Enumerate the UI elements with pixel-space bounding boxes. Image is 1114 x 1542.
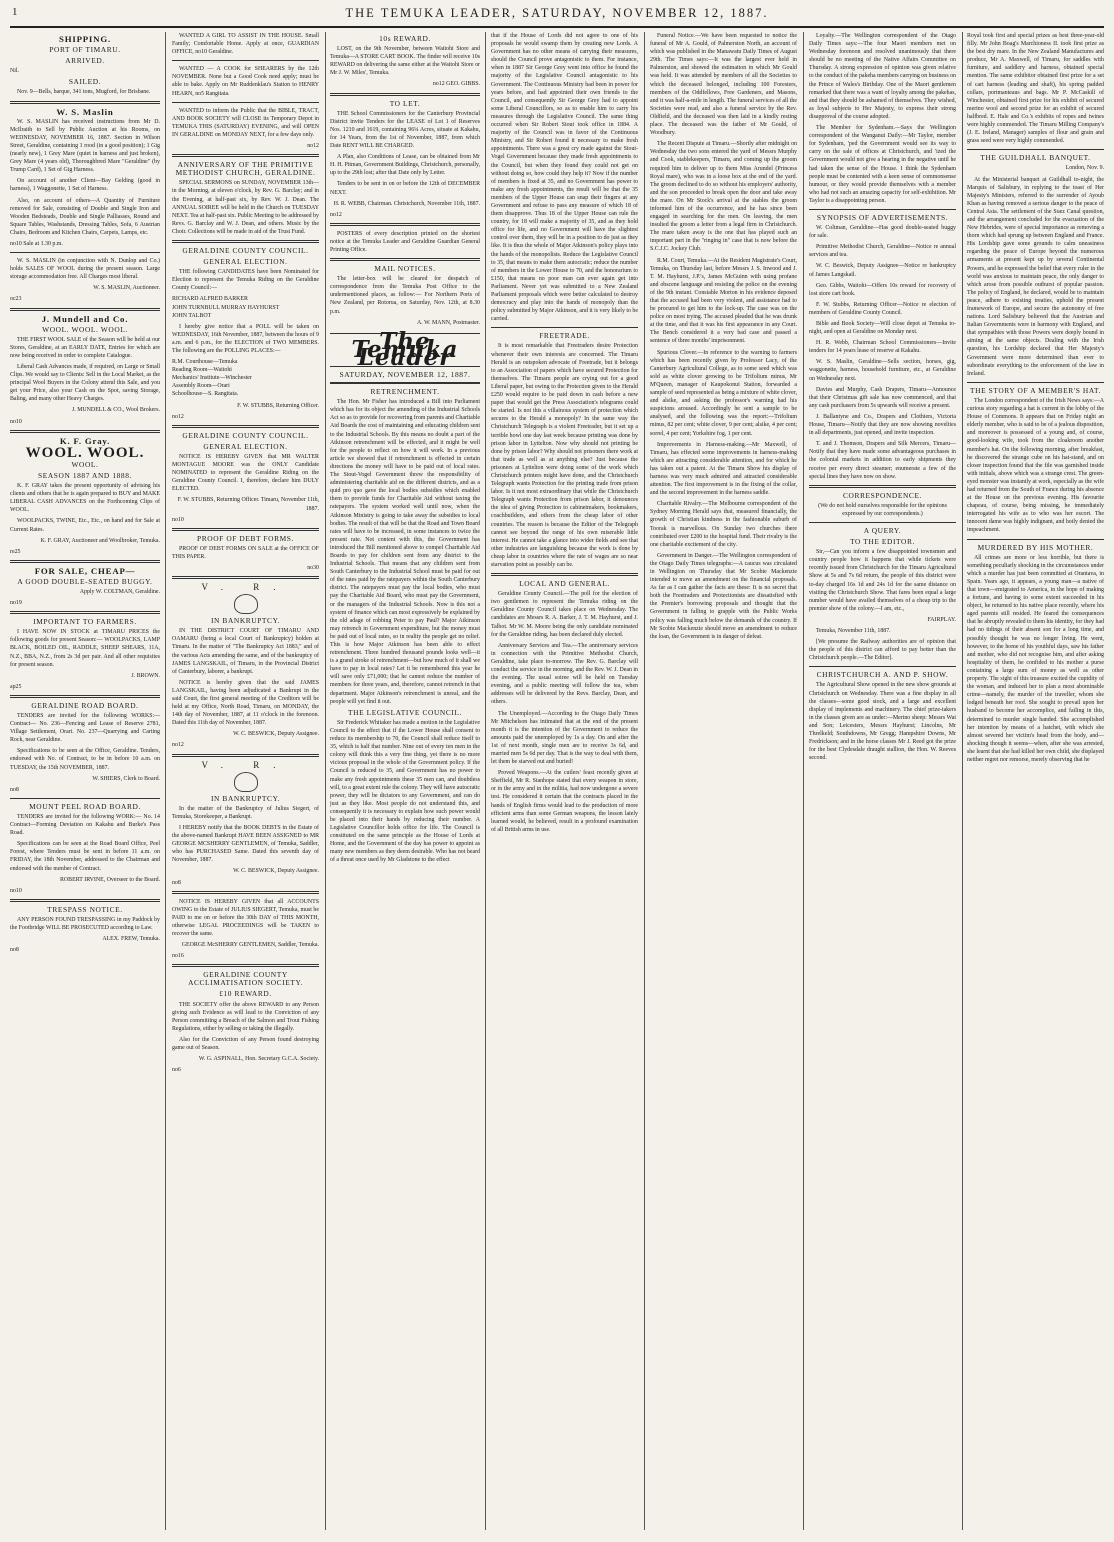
column-1 xyxy=(10,32,160,1530)
ad-heading: GERALDINE COUNTY COUNCIL. xyxy=(182,245,309,255)
section-heading: SHIPPING. xyxy=(59,34,111,44)
news-item: Loyalty.—The Wellington correspondent of the Otago Daily Times says:—The four Maori members met on Wednesday forenoon and resolved unanimously that there should be no meeting of the Native Affairs Committee on Thursday. A strong expression of opinion was given relative to the conduct of the pakeha members carrying on business on the Prince of Wales's Birthday. One of the Maori gentlemen remarked that there was a want of loyalty among the pakehas, and that they should be ashamed of themselves. They wished, as loyal subjects to Her Majesty, to express their strong disapproval of the course adopted. xyxy=(809,33,956,120)
divider xyxy=(10,252,160,253)
article-text: The Hon. Mr Fisher has introduced a Bill into Parliament which has for its object the amending of the Industrial Schools Act so as to provide for recovering from parents and Charitable Aid Boards the cost of maintaining and educating children sent to the Industrial Schools. By this means no doubt a part of the Atkinson retrenchment will be effected, and it might be well for the people to reflect on how it will work. In a previous article we showed that if retrenchment is effected in certain directions the money will have to be paid out of local rates. The Stout-Vogel Government threw the responsibility of administering charitable aid on the different districts, and as a quid pro quo gave the local bodies subsidies which enabled them to provide funds for Charitable Aid without taxing the ratepayers. The system worked well until now, when the Atkinson Ministry is going to take away the subsidies to local bodies. The result of that will be that the Road and Town Board rates will have to be increased, in some instances to twice the present rate. Not content with this, the Government has introduced the Bill mentioned above to compel Charitable Aid Boards to pay for children sent from any district to the Industrial Schools. That means that any children sent from South Canterbury to the Industrial School must be paid for out of the rates paid by the ratepayers within the South Canterbury district. The ratepayers must pay the local bodies, who must pay the Charitable Aid Board, who must pay the Government, or the managers of the Industrial Schools. Now is this not a system of finance which can most expressively be explained by the old adage of robbing Peter to pay Paul? Major Atkinson may retrench in Government expenditure, but the money must be paid out of local rates, so in reality the people get no relief. This is how Major Atkinson has been able to effect retrenchment. Three hundred thousand pounds looks well—it is a grand stroke of retrenchment—but how much of it shall we have to pay in local rates? Let it be remembered this year he will save only £71,000; that he cannot reduce the number of members for three years, and, therefore, cannot retrench in that department. Major Atkinson's retrenchment is unreal, and the people will yet find it out. xyxy=(330,399,480,705)
ad-text: ANY PERSON FOUND TRESPASSING in my Paddock by the Footbridge WILL BE PROSECUTED according to Law. xyxy=(10,916,160,931)
divider xyxy=(10,430,160,433)
article-text: that if the House of Lords did not agree to one of his proposals he would swamp them by creating new Lords. A Government has no other means of carrying their measures, should the Council prove antagonistic to them. For instance, when in 1887 Sir George Grey went into office he found the majority of the Legislative Council antagonistic to his Government. The Continuous Ministry had been in power for years before, and had appointed their own friends to the Council, and consequently Sir George Grey had to appoint some Liberal Councillors, so as to enable him to carry his measures through the Legislative Council. The same thing occurred when Sir Robert Stout took office in 1884. A majority of the Council was in favor of the Continuous Ministry, and Sir Robert found it necessary to make fresh appointments. There was a great cry made against the Stout-Vogel Government because they made fresh appointments to the Council, but when they found they could not get on without doing so, how could they help it? Now if the number of members is fixed at 35, and no Government has power to make any fresh appointments, the result will be that the 35 members of the Upper House can snap their fingers at any Government and refuse to pass any measure of which 18 of them disapprove. Thus 18 of the Upper House can rule the country, for 18 will make a majority of 35, and as they hold office for life, and no Government will have the slightest control over them, they will be in a position to do just as they like. It is thus the whole of Major Atkinson's policy plays into the hands of the monopolists. Reduce the Legislative Council to 35, that means to make them autocratic; reduce the number of members in the Lower House to 70, and the honorarium to £150, that means no poor man can ever again get into Parliament. Never yet was submitted to a New Zealand Parliament proposals which were better calculated to destroy democracy and play into the hands of monopoly than the policy submitted by Major Atkinson, and it is very likely to be carried. xyxy=(491,33,638,323)
ad-code: ap25 xyxy=(10,683,22,690)
ad-code: no10 xyxy=(10,887,22,894)
synopsis-item: Davies and Murphy, Cash Drapers, Timaru—Announce that their Christmas gift sale has now commenced, and that any cash purchasers from 5s upwards will receive a present. xyxy=(809,386,956,409)
news-item: Government in Danger.—The Wellington correspondent of the Otago Daily Times telegraphs:—A caucus was circulated in Wellington on Thursday that Mr Scobie Mackenzie intended to move an amendment on the financial proposals. As far as I can gather the facts are these: It is no secret that both the Freetraders and Protectionists are dissatisfied with the Premier's borrowing proposals and thought that the Government in falling to grapple with the Public Works policy was falling much below the demands of the country. If Mr Scobie Mackenzie should move an amendment to reduce the loan, the Government is in danger of defeat. xyxy=(650,552,797,640)
ad-signature: A. W. MANN, Postmaster. xyxy=(416,319,480,326)
divider xyxy=(172,102,319,103)
divider xyxy=(10,695,160,698)
ad-heading: TRESPASS NOTICE. xyxy=(47,904,123,914)
ad-text: On account of another Client—Bay Gelding (good in harness), 1 Waggonette, 1 Set of Harness. xyxy=(10,178,160,193)
ad-code: re25 xyxy=(10,548,21,555)
ad-subheading: GENERAL ELECTION. xyxy=(203,257,288,267)
column-3 xyxy=(330,32,480,1530)
ad-code: no10 xyxy=(172,516,184,523)
ad-text: NOTICE is hereby given that the said JAMES LANGSKAIL, having been adjudicated a Bankrupt in the said Court, the first general meeting of the Creditors will be held at my Office, North Road, Timaru, on MONDAY, the 14th day of November, 1887, at 11 o'clock in the forenoon. Dated this 11th day of November, 1887. xyxy=(172,679,319,727)
polling-places: R.M. Courthouse—Temuka Reading Room—Waitohi Mechanics' Institute—Winchester Assembly Room—Orari Schoolhouse—S. Rangitata. xyxy=(172,359,252,398)
ad-signature: GEORGE McSHERRY GENTLEMEN, Saddler, Temuka. xyxy=(181,942,319,949)
ad-text: THE FIRST WOOL SALE of the Season will be held at our Stores, Geraldine, at an EARLY DATE, Entries for which are now being received in order to complete Catalogue. xyxy=(10,336,160,359)
ad-heading: ANNIVERSARY OF THE PRIMITIVE METHODIST CHURCH, GERALDINE. xyxy=(175,160,316,178)
ad-code: no6 xyxy=(172,1067,181,1074)
ad-heading: FOR SALE, CHEAP— xyxy=(34,565,136,576)
ad-text: Tenders to be sent in on or before the 12th of DECEMBER NEXT. xyxy=(330,181,480,196)
ad-code: no8 xyxy=(10,786,19,793)
divider xyxy=(10,899,160,902)
divider xyxy=(10,308,160,311)
paragraph: The letter-box will be cleared for despatch of correspondence from the Temuka Post Office to the undermentioned places, as follow:— For Northern Ports of New Zealand, per Rotorua, on Saturday, Nov. 12th, at 8.30 p.m. xyxy=(330,276,480,315)
ad-text: SPECIAL SERMONS on SUNDAY, NOVEMBER 13th—in the Morning, at eleven o'clock, by Rev. G. Barclay; and in the Evening, at half-past six, by Rev. W. J. Dean. The ANNUAL SOIREE will be held in the Church on TUESDAY NEXT. Tea at half-past six. Public Meeting to be addressed by Revs. G. Barclay and W. J. Dean, and others. Music by the Choir. Collections will be made in aid of the Trust Fund. xyxy=(172,180,319,235)
ad-text: K. F. GRAY takes the present opportunity of advising his clients and others that he is again prepared to BUY and MAKE LIBERAL CASH ADVANCES on the Forthcoming Clips of WOOL. xyxy=(10,483,160,514)
ad-text: A Plan, also Conditions of Lease, can be obtained from Mr H. H. Pitman, Government Buildings, Christchurch, personally, up to the 29th lost; after that Date only by Letter. xyxy=(330,154,480,177)
divider xyxy=(809,209,956,210)
paragraph: Nil. xyxy=(10,68,19,75)
news-item: Anniversary Services and Tea.—The anniversary services in connection with the Primitive Methodist Church, Geraldine, take place to-morrow. The Rev. G. Barclay will conduct the service in the morning, and the Rev. W. J. Dean in the evening. The usual soiree will be held on Tuesday evening, and a public meeting will follow the tea, when addresses will be delivered by the Revs. Barclay, Dean, and others. xyxy=(491,642,638,706)
divider xyxy=(967,382,1104,383)
ad-text: Also, on account of others—A Quantity of Furniture removed for Sale, consisting of Double and Single Iron and Wooden Bedsteads, Double and Single Palliasses, Round and Square Tables, Washstands, Dressing Tables, Sofa, 6 Austrian Chairs, Bedroom and Kitchen Chairs, Carpets, Lamps, etc. xyxy=(10,197,160,236)
ad-subheading: SEASON 1887 AND 1888. xyxy=(38,470,132,480)
synopsis-item: Primitive Methodist Church, Geraldine—Notice re annual services and tea. xyxy=(809,244,956,259)
disclaimer: (We do not hold ourselves responsible for the opinions expressed by our correspondents.) xyxy=(818,502,947,517)
ad-text: W. S. MASLIN (in conjunction with N. Dunlop and Co.) holds SALES OF WOOL during the present season. Large storage accommodation free. All Charges most liberal. xyxy=(10,258,160,281)
synopsis-item: W. S. Maslin, Geraldine—Sells section, horses, gig, waggonette, harness, household furniture, etc., at Geraldine on Wednesday next. xyxy=(809,359,956,382)
ad-text: In the matter of the Bankruptcy of Julius Siegert, of Temuka, Storekeeper, a Bankrupt. xyxy=(172,805,319,820)
ad-code: no16 xyxy=(172,953,184,960)
ad-text: IN THE DISTRICT COURT OF TIMARU AND OAMARU (being a local Court of Bankruptcy) holden at Timaru. In the matter of "The Bankruptcy Act 1883," and of the various Acts amending the same, and of the bankruptcy of JAMES LANGSKAIL, of Timaru, in the Provincial District of Canterbury, laborer, a bankrupt. xyxy=(172,628,319,675)
royal-cipher: V. R. xyxy=(201,759,290,770)
ad-text: LOST, on the 9th November, between Waitohi Store and Temuka—A STORE CART BOOK. The finder will receive 10s REWARD on delivering the same either at the Waitohi Store or Mr J. W. Miles', Temuka. xyxy=(330,46,480,77)
divider xyxy=(809,485,956,488)
running-head: THE TEMUKA LEADER, SATURDAY, NOVEMBER 12, 1887. xyxy=(345,6,769,20)
ad-text: WANTED — A COOK for SHEARERS by the 12th NOVEMBER. None but a Good Cook need apply; must be able to bake. Apply on Mr Ruddenklau's Station to HENRY HEARN, no5 Rangitata. xyxy=(172,66,319,97)
ad-heading: PROOF OF DEBT FORMS. xyxy=(197,533,294,543)
ad-code: no12 xyxy=(172,742,184,749)
ad-subheading: A GOOD DOUBLE-SEATED BUGGY. xyxy=(17,576,153,586)
ad-code: no30 xyxy=(307,564,319,571)
article-text: The London correspondent of the Irish News says:—A curious story regarding a hat is current in the lobby of the House of Commons. It appears that on Friday night an elderly member, who is said to be of a jealous disposition, and moreover is possessed of a young and, of course, good-looking wife, took from the cloakroom another member's hat. On the following morning, after breakfast, he discovered the strange cube on his hat-stand, and on closer inspection found that the file was garnished inside with initials, above which was a strange crest. The green-eyed monster was instantly at work, especially as the wife had returned from the South of France during his absence at the House on the previous evening. His favourite chapeau, of course, being missing, he immediately interrogated his wife as to who was her escort. The innocent dame was highly indignant, and hotly denied the impeachment. xyxy=(967,397,1104,534)
section-heading: LOCAL AND GENERAL. xyxy=(519,579,610,589)
column-rule xyxy=(644,32,645,1530)
ad-code: no19 xyxy=(10,600,22,607)
article-text: The Agricultural Show opened in the new show grounds at Christchurch on Wednesday. There was a fine display in all the classes—some good stock, and a large and excellent display of implements and machinery. The chief prize-takers in the classes given are as under:—Merino sheep: Messrs Wat and Son; Leicesters, Messrs Hayhurst; Lincolns, Mr Threlkeld; Southdowns, Mr Gregg; Hampshire Downs, Mr Fredrickson; and in the horse classes Mr J. Reed got the prize for the best Clydesdale draught stallion, the Hon. W. Reeves second. xyxy=(809,682,956,762)
divider xyxy=(172,154,319,157)
divider xyxy=(172,425,319,428)
ad-text: NOTICE IS HEREBY GIVEN that MR WALTER MONTAGUE MOORE was the ONLY Candidate NOMINATED to represent the Geraldine Riding on the Geraldine County Council. I, therefore, declare him DULY ELECTED. xyxy=(172,453,319,493)
ad-signature: K. F. GRAY, Auctioneer and Woolbroker, Temuka. xyxy=(40,537,160,544)
synopsis-item: Geo. Gibbs, Waitohi—Offers 10s reward for recovery of lost store cart book. xyxy=(809,282,956,297)
divider xyxy=(330,258,480,261)
news-item: R.M. Court, Temuka.—At the Resident Magistrate's Court, Temuka, on Thursday last, before Messrs J. S. Inwood and J. T. M. Hayhurst, J.P.'s, James McGuinn with using profane and obscene language and resisting the police on the evening of the 9th instant. Constable Morton in his evidence deposed that the accused had been very violent, and assistance had to be procured to get him to the lock-up. The case was on the police on most trying. The accused pleaded that he was drunk at the time, and that it was his first appearance in any Court. The Bench considered it a very bad case and passed a sentence of three months' imprisonment. xyxy=(650,257,797,345)
ad-subheading: £10 REWARD. xyxy=(219,989,272,999)
section-heading: MAIL NOTICES. xyxy=(374,264,436,274)
ad-heading: W. S. Maslin xyxy=(56,106,114,117)
ad-code: no12 xyxy=(330,211,342,218)
column-7 xyxy=(967,32,1104,1530)
divider xyxy=(330,223,480,226)
subheading: SAILED. xyxy=(68,77,102,87)
ad-text: I hereby give notice that a POLL will be taken on WEDNESDAY, 16th November, 1887, between the hours of 9 a.m. and 6 p.m., for the ELECTION of TWO MEMBERS. The following are the POLLING PLACES:— xyxy=(172,323,319,354)
article-text: Royal took first and special prizes as best three-year-old filly. Mr John Boag's Marchioness II. took first prize as the best dry mare. In the New Zealand Manufactures and produce, Mr A. Maxwell, of Timaru, for saddles with furniture, and saddlery and harness, obtained special mention. The same exhibitor obtained first prize for a set of cart harness (leading and shaft), his spring padded collars, portmanteaus and bags. Mr P. McCaskill of Winchester, obtained first prize for his exhibit of secured merino wool and second prize for an exhibit of secured halfbred. E. Hale and Co.'s exhibits of ropes and twines were highly commended. The Timaru Milling Company's (J. E. Ireland, Manager) samples of flour and grain and grass seed were very highly commended. xyxy=(967,33,1104,145)
ad-text: WANTED A GIRL TO ASSIST IN THE HOUSE. Small Family; Comfortable Home. Apply at once, GUARDIAN OFFICE, no10 Geraldine. xyxy=(172,33,319,56)
ad-text: THE SOCIETY offer the above REWARD to any Person giving such Evidence as will lead to the Conviction of any Person committing a Breach of the Salmon and Trout Fishing Regulations, either by selling or taking the illegally. xyxy=(172,1001,319,1032)
ad-signature: W. G. ASPINALL, Hon. Secretary G.C.A. Society. xyxy=(198,1056,319,1063)
ad-signature: W. S. MASLIN, Auctioneer. xyxy=(93,285,160,292)
ad-heading: TO LET. xyxy=(389,98,421,108)
royal-cipher: V. R. xyxy=(201,582,290,593)
ad-text: I HEREBY notify that the BOOK DEBTS in the Estate of the above-named Bankrupt HAVE BEEN ASSIGNED to MR GEORGE MCSHERRY GENTLEMEN, of Temuka, Saddler, who has PURCHASED Same. Dated this seventh day of November, 1887. xyxy=(172,824,319,864)
divider xyxy=(172,528,319,531)
synopsis-item: W. Coltman, Geraldine—Has good double-seated buggy for sale. xyxy=(809,225,956,240)
candidate-list: RICHARD ALFRED BARKER JOHN TURNBULL MURRAY HAYHURST JOHN TALBOT xyxy=(172,296,280,319)
ad-text: PROOF OF DEBT FORMS ON SALE at the OFFICE OF THIS PAPER. xyxy=(172,545,319,560)
letter-salutation: TO THE EDITOR. xyxy=(850,537,915,547)
ad-display-heading: WOOL. WOOL. xyxy=(25,444,145,461)
ad-signature: W. C. BESWICK, Deputy Assignee. xyxy=(233,731,319,738)
divider xyxy=(10,101,160,104)
column-2 xyxy=(172,32,319,1530)
news-item: Charitable Rivalry.—The Melbourne correspondent of the Sydney Morning Herald says that, measured financially, the growth of Christian kindness in the fashionable suburb of Toorak is marvellous. On Sunday two churches there contributed over £200 to the hospital fund. Their rivalry is the one charitable excitement of the city. xyxy=(650,501,797,548)
page-number: 1 xyxy=(12,6,18,18)
article-text: All crimes are more or less horrible, but there is something peculiarly shocking in the circumstances under which a murder has just been committed at Orantava, in Spain. Years ago, it appears, a young man—a native of that town—emigrated to America, in the hope of making a fortune, and having to some extent succeeded in his object, he returned to his native place recently, where his aged parents still resided. He feared the consequences that he abruptly revealed to them his identity, for they had had no tidings of their absent son for a long time, and possibly thought he was no longer living. He went, however, to the home of his youthful days, saw his father and mother, who did not recognise him, and after asking hospitality of them, he confided to his mother a purse containing a large sum of money as well as other property. The sight of this treasure excited the cupidity of the woman, and induced her to plan a most abominable crime—namely, the murder of the traveller, whom she lodged beneath her roof. She sought to prevail upon her husband to become her accomplice, and failing in this, determined to murder single handed. She accomplished her intention by means of a hatchet, with which she almost severed her victim's head from the body, and—shocking though it seems—when, after she was arrested, she learnt that she had killed her own child, she displayed neither regret nor remorse, merely observing that he xyxy=(967,554,1104,763)
ad-text: Liberal Cash Advances made, if required, on Large or Small Clips. We would say to Clients: Sell in the Local Market, as the principal Wool Buyers in the Colony attend this Sale, and you get your Price, also your Cash on the Spot, saving Storage, Baling, and many other Heavy Charges. xyxy=(10,364,160,403)
subheading: PORT OF TIMARU. xyxy=(49,45,121,55)
synopsis-item: W. C. Beswick, Deputy Assignee—Notice re bankruptcy of James Langskail. xyxy=(809,263,956,278)
divider xyxy=(491,327,638,328)
ad-text: WANTED to inform the Public that the BIBLE, TRACT, AND BOOK SOCIETY will CLOSE its Temporary Depot in TEMUKA THIS (SATURDAY) EVENING, and will OPEN IN GERALDINE on MONDAY NEXT, for a few days only. xyxy=(172,107,319,138)
ad-text: W. S. MASLIN has received instructions from Mr D. McIlraith to Sell by Public Auction at his Rooms, on WEDNESDAY, NOVEMBER 16, 1887. Section in Wilson Street, Geraldine, containing 1 rood (in a good position); 1 Gig (nearly new), 1 Grey Mare (quiet in harness and just broken), Grey Mare (4 years old), Thoroughbred Mare "Geraldine" (by Trump Card), 1 Set of Gig Harness. xyxy=(10,118,160,174)
news-item: Improvements in Harness-making.—Mr Maxwell, of Timaru, has effected some improvements in harness-making which are attracting considerable attention, and for which he has taken out a patent. At the Timaru Show his display of harness was very much admired and attracted considerable attention. The first improvement is in the fixing of the collar, and the second improvement in the harness saddle. xyxy=(650,441,797,497)
column-5 xyxy=(650,32,797,1530)
ad-signature: F. W. STUBBS, Returning Officer. Timaru, November 11th, 1887. xyxy=(177,497,319,512)
column-rule xyxy=(485,32,486,1530)
ad-signature: ROBERT IRVINE, Overseer to the Board. xyxy=(59,876,160,883)
divider xyxy=(172,964,319,967)
ad-subheading: GENERAL ELECTION. xyxy=(203,441,288,451)
ad-text: I HAVE NOW IN STOCK at TIMARU PRICES the following goods for present Season:— WOOLPACKS, LAMP BLACK, BOILED OIL, RADDLE, SHEEP SHEARS, 11A, N.Z., BBA, N.Z., from 2s 3d per pair. And all other requisites for present season. xyxy=(10,629,160,668)
synopsis-item: T. and J. Thomson, Drapers and Silk Mercers, Timaru—Notify that they have made some advantageous purchases in the colonial markets in addition to early shipments they receive per every direct steamer; enumerate a few of the special lines they have now on show. xyxy=(809,441,956,480)
column-rule xyxy=(165,32,166,1530)
ad-code: no8 xyxy=(172,879,181,886)
ad-text: Also for the Conviction of any Person found destroying game out of Season. xyxy=(172,1036,319,1051)
section-heading: CORRESPONDENCE. xyxy=(842,490,923,500)
ad-signature: W. C. BESWICK, Deputy Assignee. xyxy=(233,868,319,875)
synopsis-item: Bible and Book Society—Will close depot at Temuka to-night, and open at Geraldine on Monday next. xyxy=(809,321,956,336)
ad-signature: no12 GEO. GIBBS. xyxy=(432,81,480,88)
news-item: Funeral Notice.—We have been requested to notice the funeral of Mr A. Gould, of Palmerston North, an account of which was published in the Manawatu Daily Times of August 29th. The Times says:—It was the largest ever held in Palmerston, and showed the estimation in which Mr Gould was held. It was attended by members of all the Societies to which the deceased belonged, including 100 Foresters, members of the Oddfellows, Free Gardeners, and Masons, and it was half-a-mile in length. The funeral services of all the Societies were read, and also a funeral service by the Rev. Oldfield, and the deceased was then laid in a kindly resting place. The deceased was the father of Mr Gould, of Woodbury. xyxy=(650,33,797,137)
ad-text: POSTERS of every description printed on the shortest notice at the Temuka Leader and Geraldine Guardian General Printing Office. xyxy=(330,230,480,253)
article-heading: THE LEGISLATIVE COUNCIL. xyxy=(348,707,462,717)
column-rule xyxy=(803,32,804,1530)
ad-signature: H. R. WEBB, Chairman. Christchurch, November 11th, 1887. xyxy=(333,200,480,207)
ad-subheading: WOOL. xyxy=(71,459,99,469)
ad-code: no12 xyxy=(172,413,184,420)
column-4 xyxy=(491,32,638,1530)
article-text: It is most remarkable that Freetraders desire Protection whenever their own interests are concerned. The Timaru Herald is an outspoken advocate of Freetrade, but it belongs to an Association of papers which have secured Protection for themselves. The Timaru people are crying out for a good Liberal paper, but owing to the Protection given to the Herald £250 would require to be paid down in cash before a new paper that would get the Press Association's telegrams could be started. Is not this a villainous system of protection which secures to the Herald a monopoly? In the same way the Christchurch Telegraph is a violent Freetrader, but it set up a terrible howl one day last week because printing was done by prison labor in Lyttelton. Now why should not printing be done by prison labor? Why should not prisoners there work at that trade as well as at anything else? Just because the prisoners at Lyttelton were doing some of the work which Christchurch printers might have done, and the Christchurch Telegraph wants Protection for the printing trade from prison labor. Is it not most extraordinary that while the Christchurch Telegraph wants Protection from prison labor, it denounces the idea of giving Protection to cabinetmakers, bookmakers, coachbuilders, and others from the cheap labor of other countries. The reason is because the Editor of the Telegraph cannot see beyond the range of his own miserable little interest. He cannot take a glance into wider fields and see that other industries are languishing because the work is done by cheap labor in countries where the rate of wages are so near starvation point as possibly can be. xyxy=(491,343,638,568)
article-heading: CHRISTCHURCH A. AND P. SHOW. xyxy=(816,670,949,680)
ad-signature: Apply W. COLTMAN, Geraldine. xyxy=(79,588,160,595)
news-item: Proved Weapons.—At the cutlers' feast recently given at Sheffield, Mr R. Stanhope stated that every weapon in store, or in the army and in the militia, had now undergone a severe test. He considered it certain that the contracts placed in the hands of English firms would lead to the production of more efficient arms than some German weapons, the lesson lately learned would, he believed, result in a profound examination of all British arms in use. xyxy=(491,770,638,833)
divider xyxy=(967,149,1104,150)
ad-text: Specifications to be seen at the Office, Geraldine. Tenders, endorsed with No. of Contract, to be in before 10 a.m. on TUESDAY, the 15th NOVEMBER, 1887. xyxy=(10,748,160,771)
divider xyxy=(172,240,319,243)
divider xyxy=(172,60,319,61)
divider xyxy=(172,576,319,579)
news-item: Geraldine County Council.—The poll for the election of two gentlemen to represent the Temuka riding on the Geraldine County Council takes place on Wednesday. The candidates are Messrs R. A. Barker, J. T. M. Hayhurst, and J. Talbot. Mr W. M. Moore being the only candidate nominated for the Geraldine riding, has been declared duly elected. xyxy=(491,591,638,638)
ad-heading: J. Mundell and Co. xyxy=(41,313,129,324)
column-rule xyxy=(325,32,326,1530)
subheading: ARRIVED. xyxy=(65,56,105,66)
ad-heading: MOUNT PEEL ROAD BOARD. xyxy=(29,801,141,811)
ad-heading: 10s REWARD. xyxy=(379,34,431,43)
ad-signature: ALEX. FREW, Temuka. xyxy=(102,936,160,943)
article-heading: THE STORY OF A MEMBER'S HAT. xyxy=(970,385,1101,395)
royal-crest-icon xyxy=(234,594,258,614)
columns xyxy=(10,32,1104,1532)
article-text: At the Ministerial banquet at Guildhall to-night, the Marquis of Salisbury, in replying to the toast of Her Majesty's Ministers, referred to the surrender of Ayoub Khan as having removed a serious danger to the peace of Central Asia. The settlement of the Suez Canal question, and the arrangement concluded for the evacuation of the New Hebrides, were of special importance as removing a thorn which had sprung up between England and France. His Lordship gave some grounds to calm uneasiness regarding the peace of Europe beyond the numerous armaments at present kept up by several Continental Powers, and he expressed the belief that every ruler in the world was anxious to maintain peace, the only danger to which arose from possible outburst of popular passion. The policy of England, he declared, would be to maintain peace, adhere to existing treaties, uphold the present framework of Europe, and secure the autonomy of free nations. Lord Salisbury believed that the Austrian and Italian Governments were in harmony with England, and that sympathies with those Powers were deeply bound in aiming at the same objects. Dealing with the Irish question, his Lordship declared that Her Majesty's Government were more determined than ever to subordinate everything to the enforcement of the law in Ireland. xyxy=(967,176,1104,377)
ad-code: no12 xyxy=(307,143,319,150)
letter-heading: A QUERY. xyxy=(863,525,902,535)
divider xyxy=(967,539,1104,540)
ad-heading: IN BANKRUPTCY. xyxy=(210,793,281,803)
news-item: The Member for Sydenham.—Says the Wellington correspondent of the Wanganui Daily:—Mr Taylor, member for Sydenham, 'ped the Government would see its way to carry on the sale of offices at Christchurch, and 'ized the Government would not give a hearing in the negative until he had taken the sense of the House. I think the Sydenham people must be contented with a keen sense of commonsense humour, or they would provide themselves with a member who had not such an amazing capacity for self-exhibition. Mr Taylor is a disappointing person. xyxy=(809,125,956,204)
divider xyxy=(809,522,956,523)
letter-text: Sir,—Can you inform a few disappointed townsmen and country people how it happens that while tickets were recently issued from Christchurch for the Timaru Agricultural Show at 5s and 7s 6d return, the people of this district were to-day charged 16s 1d and 24s 1d for the same distance on visiting the Christchurch Show. That fares been equal a large number would have availed themselves of a cheap trip to the premier show of the colony.—I am, etc., xyxy=(809,549,956,612)
divider xyxy=(10,611,160,614)
ad-text: WOOLPACKS, TWINE, Etc., Etc., on hand and for Sale at Current Rates. xyxy=(10,518,160,533)
editor-note: [We presume the Railway authorities are of opinion that the people of this district can afford to pay better than the Christchurch people.—The Editor]. xyxy=(809,639,956,662)
article-text: Sir Frederick Whitaker has made a motion in the Legislative Council to the effect that if the Lower House shall consent to reduce its membership to 70, the Council shall reduce itself to 35, which is half that number. Nine out of every ten men in the colony will think this a very fine thing, yet there is no more vicious proposal in the whole of the Government policy. If the Council is reduced to 35, and Government has no power to make any fresh appointments these 35 men can, and doubtless will, to a great extent rule the colony. They will have autocratic power, they will be dictators to any Government, and can do just as they like. Most people do not understand this, and consequently it is necessary to explain how such power would be placed into their hands by reducing their number. A Legislative Councillor holds office for life. The Council is constituted on the same principle as the House of Lords at Home, and the Government of the day has power to appoint as many new members as they deem desirable. Who has not heard of a threat once used by Mr Gladstone to the effect xyxy=(330,719,480,864)
article-heading: THE GUILDHALL BANQUET. xyxy=(980,153,1091,163)
ad-signature: J. MUNDELL & CO., Wool Brokers. xyxy=(71,407,160,414)
section-heading: SYNOPSIS OF ADVERTISEMENTS. xyxy=(816,212,949,222)
ad-signature: J. BROWN. xyxy=(131,672,160,679)
ad-heading: IMPORTANT TO FARMERS. xyxy=(33,617,137,627)
ad-heading: GERALDINE COUNTY COUNCIL. xyxy=(182,430,309,440)
ad-heading: GERALDINE ROAD BOARD. xyxy=(31,700,139,710)
divider xyxy=(10,560,160,563)
ad-heading: K. F. Gray. xyxy=(59,435,111,446)
ad-code: no10 Sale at 1.30 p.m. xyxy=(10,240,63,247)
divider xyxy=(172,754,319,757)
ad-text: TENDERS are invited for the following WORKS:— Contract— No. 236—Fencing and Lease of Reserve 2781, Village Settlement, Orari. No. 237—Quarrying and Carting Rock, near Geraldine. xyxy=(10,713,160,744)
synopsis-item: J. Ballantyne and Co., Drapers and Clothiers, Victoria House, Timaru—Notify that they are now showing novelties in all departments, just opened, and invite inspection. xyxy=(809,413,956,437)
ad-code: oc23 xyxy=(10,296,22,303)
article-heading: RETRENCHMENT. xyxy=(370,387,440,397)
ad-subheading: WOOL. WOOL. WOOL. xyxy=(42,324,128,334)
article-dateline: London, Nov. 9. xyxy=(1065,165,1104,172)
paragraph: Nov. 9—Bells, barque, 341 tons, Mugford, for Brisbane. xyxy=(17,89,151,96)
article-heading: FREETRADE. xyxy=(539,331,590,341)
ad-signature: F. W. STUBBS, Returning Officer. xyxy=(237,402,319,409)
column-rule xyxy=(962,32,963,1530)
article-heading: MURDERED BY HIS MOTHER. xyxy=(977,542,1094,552)
ad-text: Specifications can be seen at the Road Board Office, Peel Forest, where Tenders must be sent in before 11 a.m. on FRIDAY, the 18th November, addressed to the Chairman and endorsed with the number of Contract. xyxy=(10,841,160,872)
letter-date: Temuka, November 11th, 1887. xyxy=(816,628,891,634)
divider xyxy=(491,573,638,576)
ad-heading: GERALDINE COUNTY ACCLIMATISATION SOCIETY. xyxy=(188,970,303,988)
ad-code: no10 xyxy=(10,418,22,425)
ad-text: THE following CANDIDATES have been Nominated for Election to represent the Temuka Riding on the Geraldine County Council:— xyxy=(172,269,319,292)
ad-heading: IN BANKRUPTCY. xyxy=(210,616,281,626)
divider xyxy=(809,666,956,667)
ad-code: no8 xyxy=(10,947,19,954)
synopsis-item: F. W. Stubbs, Returning Officer—Notice re election of members of Geraldine County Council. xyxy=(809,301,956,316)
masthead xyxy=(10,4,1104,28)
news-item: The Unemployed.—According to the Otago Daily Times Mr Mitchelson has intimated that at the end of the present month it is the intention of the Government to reduce the amounts paid the unemployed by 1s a day. On and after the 1st of next month, single men are to receive 3s 6d, and married men 5s 6d per day. That is the way to deal with them, let them be starved out and buried! xyxy=(491,710,638,766)
royal-crest-icon xyxy=(234,772,258,792)
ad-text: THE School Commissioners for the Canterbury Provincial District invite Tenders for the LEASE of Lot 1 of Reserves Nos. 1210 and 1619, containing 96¼ Acres, situate at Kakahu, for 14 Years, from the 1st of November, 1887, from which Date RENT WILL BE CHARGED. xyxy=(330,110,480,150)
divider xyxy=(10,798,160,799)
column-6 xyxy=(809,32,956,1530)
divider xyxy=(172,891,319,894)
letter-signature: FAIRPLAY. xyxy=(927,616,956,623)
ad-text: NOTICE IS HEREBY GIVEN that all ACCOUNTS OWING to the Estate of JULIUS SIEGERT, Temuka, must be PAID to me on or before the 30th DAY of THIS MONTH, otherwise LEGAL PROCEEDINGS will be TAKEN to recover the same. xyxy=(172,898,319,937)
issue-dateline: SATURDAY, NOVEMBER 12, 1887. xyxy=(330,371,480,384)
divider xyxy=(330,93,480,96)
synopsis-item: H. R. Webb, Chairman School Commissioners—Invite tenders for 14 years lease of reserve at Kakahu. xyxy=(809,340,956,355)
newspaper-nameplate: The Temuka Leader xyxy=(330,333,480,367)
news-item: The Recent Dispute at Timaru.—Shortly after midnight on Wednesday the two sons entered the yard of Messrs Murphy and Cook, stablekeepers, Timaru, and coming up the groom required him to deliver up to them Miss Arundel (Princess Royal mare), who was in a loose box at the end of the yard. The groom declined to do so without his employers' authority, and the son proceeded to break open the door and take away the mare. On Mr Stock's arrival at the stables the groom informed him of the occurrence, and he has since been engaged in searching for the men. On leaving, the men insulted the groom a letter from a legal firm in Christchurch. The mare taken away is the one that has played such an important part in the "ringing in" case that is now before the S.C.J.C. Jockey Club. xyxy=(650,141,797,253)
ad-text: TENDERS are invited for the following WORK:— No. 14 Contract—Forming Deviation on Kakahu and Burke's Pass Road. xyxy=(10,813,160,837)
ad-signature: W. SHIERS, Clerk to Board. xyxy=(92,775,160,782)
news-item: Spurious Clover.—In reference to the warning to farmers which has been recently given by Professor Lacy, of the Canterbury Agricultural College, as to some seed which was sold as white clover growing to be Trifolium minus, Mr M'Queen, manager of Kaupokonui Station, forwarded a sample of seed represented as being a mixture of white clover, and alsike, and asking the professor's warning had his suspicions aroused. Accordingly he sent a sample to be analysed, and the following was the report:—Trifolium minus, 82 per cent; white clover, 9 per cent; alsike, 4 per cent; sorrel, 4 per cent; Yorkshire fog, 1 per cent. xyxy=(650,349,797,437)
